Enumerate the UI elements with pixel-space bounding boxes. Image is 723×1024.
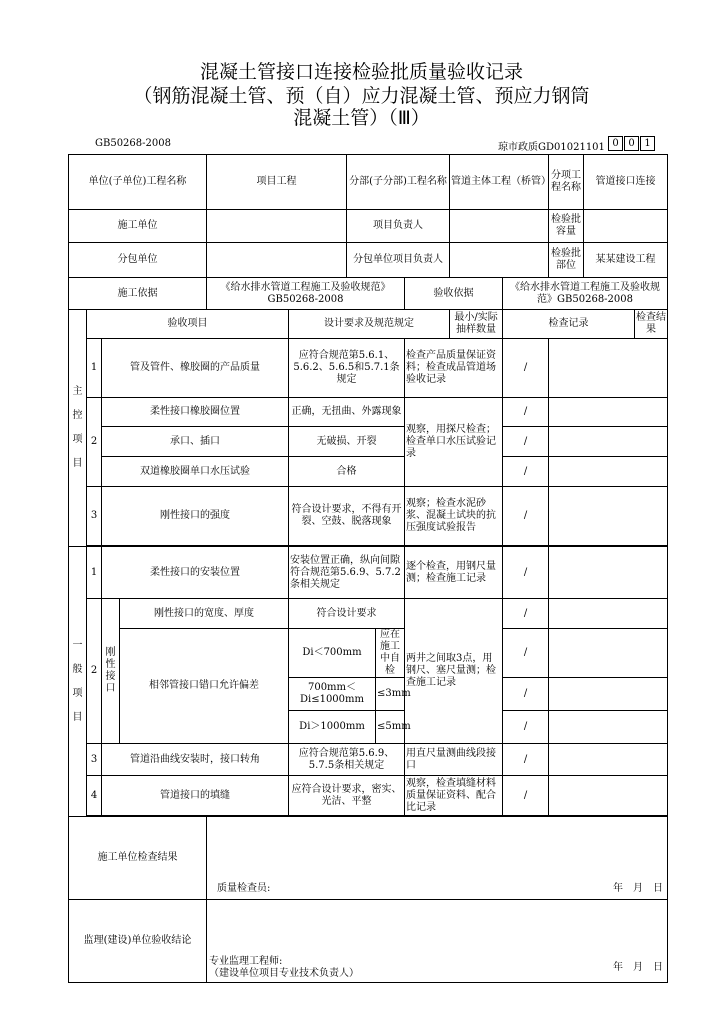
acceptance-basis-value: 《给水排水管道工程施工及验收规范》GB50268-2008 bbox=[503, 278, 668, 310]
construction-date: 年 月 日 bbox=[613, 883, 664, 894]
mc2a-record[interactable] bbox=[549, 398, 668, 427]
batch-part-value[interactable]: 某某建设工程 bbox=[584, 243, 668, 278]
batch-part-label: 检验批部位 bbox=[549, 243, 584, 278]
g2-group: 刚性接口 bbox=[102, 599, 120, 744]
unit-project-label: 单位(子单位)工程名称 bbox=[69, 155, 207, 210]
g2a-requirement: 符合设计要求 bbox=[289, 599, 405, 629]
mc2-method: 观察，用探尺检查；检查单口水压试验记录 bbox=[405, 398, 503, 487]
unit-project-value[interactable]: 项目工程 bbox=[207, 155, 347, 210]
g2b3-sample[interactable]: / bbox=[503, 711, 549, 744]
col-requirement-header: 设计要求及规范规定 bbox=[289, 310, 450, 339]
mc1-requirement: 应符合规范第5.6.1、5.6.2、5.6.5和5.7.1条规定 bbox=[289, 339, 405, 398]
g2b2-record[interactable] bbox=[549, 678, 668, 711]
col-result-header: 检查结果 bbox=[635, 310, 668, 339]
g2b3-record[interactable] bbox=[549, 711, 668, 744]
acceptance-basis-label: 验收依据 bbox=[405, 278, 503, 310]
g2-method: 两井之间取3点，用钢尺、塞尺量测；检查施工记录 bbox=[405, 599, 503, 744]
g3-requirement: 应符合规范第5.6.9、5.7.5条相关规定 bbox=[289, 744, 405, 776]
g2a-sample[interactable]: / bbox=[503, 599, 549, 629]
g4-sample[interactable]: / bbox=[503, 776, 549, 816]
supervision-label: 监理(建设)单位验收结论 bbox=[69, 900, 207, 983]
mc1-sample[interactable]: / bbox=[503, 339, 549, 398]
subcontractor-value[interactable] bbox=[207, 243, 347, 278]
standard-code: GB50268-2008 bbox=[95, 138, 171, 149]
mc2b-sample[interactable]: / bbox=[503, 427, 549, 457]
subpart-value[interactable]: 管道主体工程（桥管） bbox=[450, 155, 549, 210]
g4-requirement: 应符合设计要求，密实、光洁、平整 bbox=[289, 776, 405, 816]
batch-capacity-label: 检验批容量 bbox=[549, 210, 584, 243]
g3-item: 管道沿曲线安装时，接口转角 bbox=[102, 744, 289, 776]
g2a-record[interactable] bbox=[549, 599, 668, 629]
subcontract-manager-label: 分包单位项目负责人 bbox=[347, 243, 450, 278]
row-number: 4 bbox=[87, 776, 102, 816]
col-item-header: 验收项目 bbox=[87, 310, 289, 339]
g1-sample[interactable]: / bbox=[503, 547, 549, 599]
g3-sample[interactable]: / bbox=[503, 744, 549, 776]
g4-method: 观察，检查填缝材料质量保证资料、配合比记录 bbox=[405, 776, 503, 816]
mc3-record[interactable] bbox=[549, 487, 668, 546]
g2b1-value: 应在施工中自检 bbox=[376, 629, 405, 678]
mc2a-sample[interactable]: / bbox=[503, 398, 549, 427]
row-number: 1 bbox=[87, 547, 102, 599]
mc2a-item: 柔性接口橡胶圈位置 bbox=[102, 398, 289, 427]
mc2b-requirement: 无破损、开裂 bbox=[289, 427, 405, 457]
mc2c-sample[interactable]: / bbox=[503, 457, 549, 487]
g1-record[interactable] bbox=[549, 547, 668, 599]
g3-record[interactable] bbox=[549, 744, 668, 776]
mc2c-requirement: 合格 bbox=[289, 457, 405, 487]
col-sample-header: 最小/实际抽样数量 bbox=[450, 310, 503, 339]
g2b2-condition: 700mm＜Di≤1000mm bbox=[289, 678, 376, 711]
serial-boxes bbox=[607, 136, 655, 151]
row-number: 3 bbox=[87, 744, 102, 776]
row-number: 2 bbox=[87, 398, 102, 487]
project-manager-value[interactable] bbox=[450, 210, 549, 243]
g1-requirement: 安装位置正确，纵向间隙符合规范第5.6.9、5.7.2条相关规定 bbox=[289, 547, 405, 599]
main-control-label: 主 控 项 目 bbox=[69, 310, 87, 547]
g1-method: 逐个检查，用钢尺量测；检查施工记录 bbox=[405, 547, 503, 599]
mc3-item: 刚性接口的强度 bbox=[102, 487, 289, 546]
construction-check-area[interactable] bbox=[207, 817, 668, 900]
subitem-value[interactable]: 管道接口连接 bbox=[584, 155, 668, 210]
serial-box: 0 bbox=[624, 136, 639, 151]
form-code: 琼市政质GD01021101 bbox=[498, 142, 605, 153]
supervision-area[interactable] bbox=[207, 900, 668, 983]
mc3-requirement: 符合设计要求，不得有开裂、空鼓、脱落现象 bbox=[289, 487, 405, 546]
g2b3-value: ≤5mm bbox=[376, 711, 405, 744]
project-manager-label: 项目负责人 bbox=[347, 210, 450, 243]
supervision-date: 年 月 日 bbox=[613, 962, 664, 973]
owner-tech-label: （建设单位项目专业技术负责人） bbox=[209, 968, 359, 979]
serial-box: 0 bbox=[608, 136, 623, 151]
subcontractor-label: 分包单位 bbox=[69, 243, 207, 278]
subitem-label: 分项工程名称 bbox=[549, 155, 584, 210]
mc1-item: 管及管件、橡胶圈的产品质量 bbox=[102, 339, 289, 398]
g2b2-sample[interactable]: / bbox=[503, 678, 549, 711]
mc2b-item: 承口、插口 bbox=[102, 427, 289, 457]
title-line2: （钢筋混凝土管、预（自）应力混凝土管、预应力钢筒 bbox=[133, 85, 590, 107]
g2b1-record[interactable] bbox=[549, 629, 668, 678]
inspection-form-table bbox=[68, 154, 668, 983]
title-line3: 混凝土管）（Ⅲ） bbox=[293, 107, 430, 129]
quality-inspector-label: 质量检查员: bbox=[217, 883, 271, 894]
g2a-item: 刚性接口的宽度、厚度 bbox=[120, 599, 289, 629]
col-record-header: 检查记录 bbox=[503, 310, 635, 339]
general-label: 一 般 项 目 bbox=[69, 547, 87, 817]
subcontract-manager-value[interactable] bbox=[450, 243, 549, 278]
g2b3-condition: Di＞1000mm bbox=[289, 711, 376, 744]
mc3-method: 观察；检查水泥砂浆、混凝土试块的抗压强度试验报告 bbox=[405, 487, 503, 546]
mc2c-item: 双道橡胶圈单口水压试验 bbox=[102, 457, 289, 487]
mc2b-record[interactable] bbox=[549, 427, 668, 457]
g3-method: 用直尺量测曲线段接口 bbox=[405, 744, 503, 776]
construction-basis-label: 施工依据 bbox=[69, 278, 207, 310]
construction-unit-label: 施工单位 bbox=[69, 210, 207, 243]
engineer-label: 专业监理工程师: bbox=[209, 956, 283, 967]
construction-unit-value[interactable] bbox=[207, 210, 347, 243]
mc1-record[interactable] bbox=[549, 339, 668, 398]
g2b2-value: ≤3mm bbox=[376, 678, 405, 711]
g1-item: 柔性接口的安装位置 bbox=[102, 547, 289, 599]
row-number: 2 bbox=[87, 599, 102, 744]
g2b-item: 相邻管接口错口允许偏差 bbox=[120, 629, 289, 744]
construction-basis-value: 《给水排水管道工程施工及验收规范》GB50268-2008 bbox=[207, 278, 405, 310]
g4-record[interactable] bbox=[549, 776, 668, 816]
mc3-sample[interactable]: / bbox=[503, 487, 549, 546]
mc1-method: 检查产品质量保证资料；检查成品管道场验收记录 bbox=[405, 339, 503, 398]
g2b1-condition: Di＜700mm bbox=[289, 629, 376, 678]
mc2a-requirement: 正确，无扭曲、外露现象 bbox=[289, 398, 405, 427]
row-number: 1 bbox=[87, 339, 102, 398]
construction-check-label: 施工单位检查结果 bbox=[69, 817, 207, 900]
g4-item: 管道接口的填缝 bbox=[102, 776, 289, 816]
g2b1-sample[interactable]: / bbox=[503, 629, 549, 678]
batch-capacity-value[interactable] bbox=[584, 210, 668, 243]
subpart-label: 分部(子分部)工程名称 bbox=[347, 155, 450, 210]
row-number: 3 bbox=[87, 487, 102, 546]
title-line1: 混凝土管接口连接检验批质量验收记录 bbox=[199, 61, 523, 83]
mc2c-record[interactable] bbox=[549, 457, 668, 487]
serial-box: 1 bbox=[640, 136, 655, 151]
